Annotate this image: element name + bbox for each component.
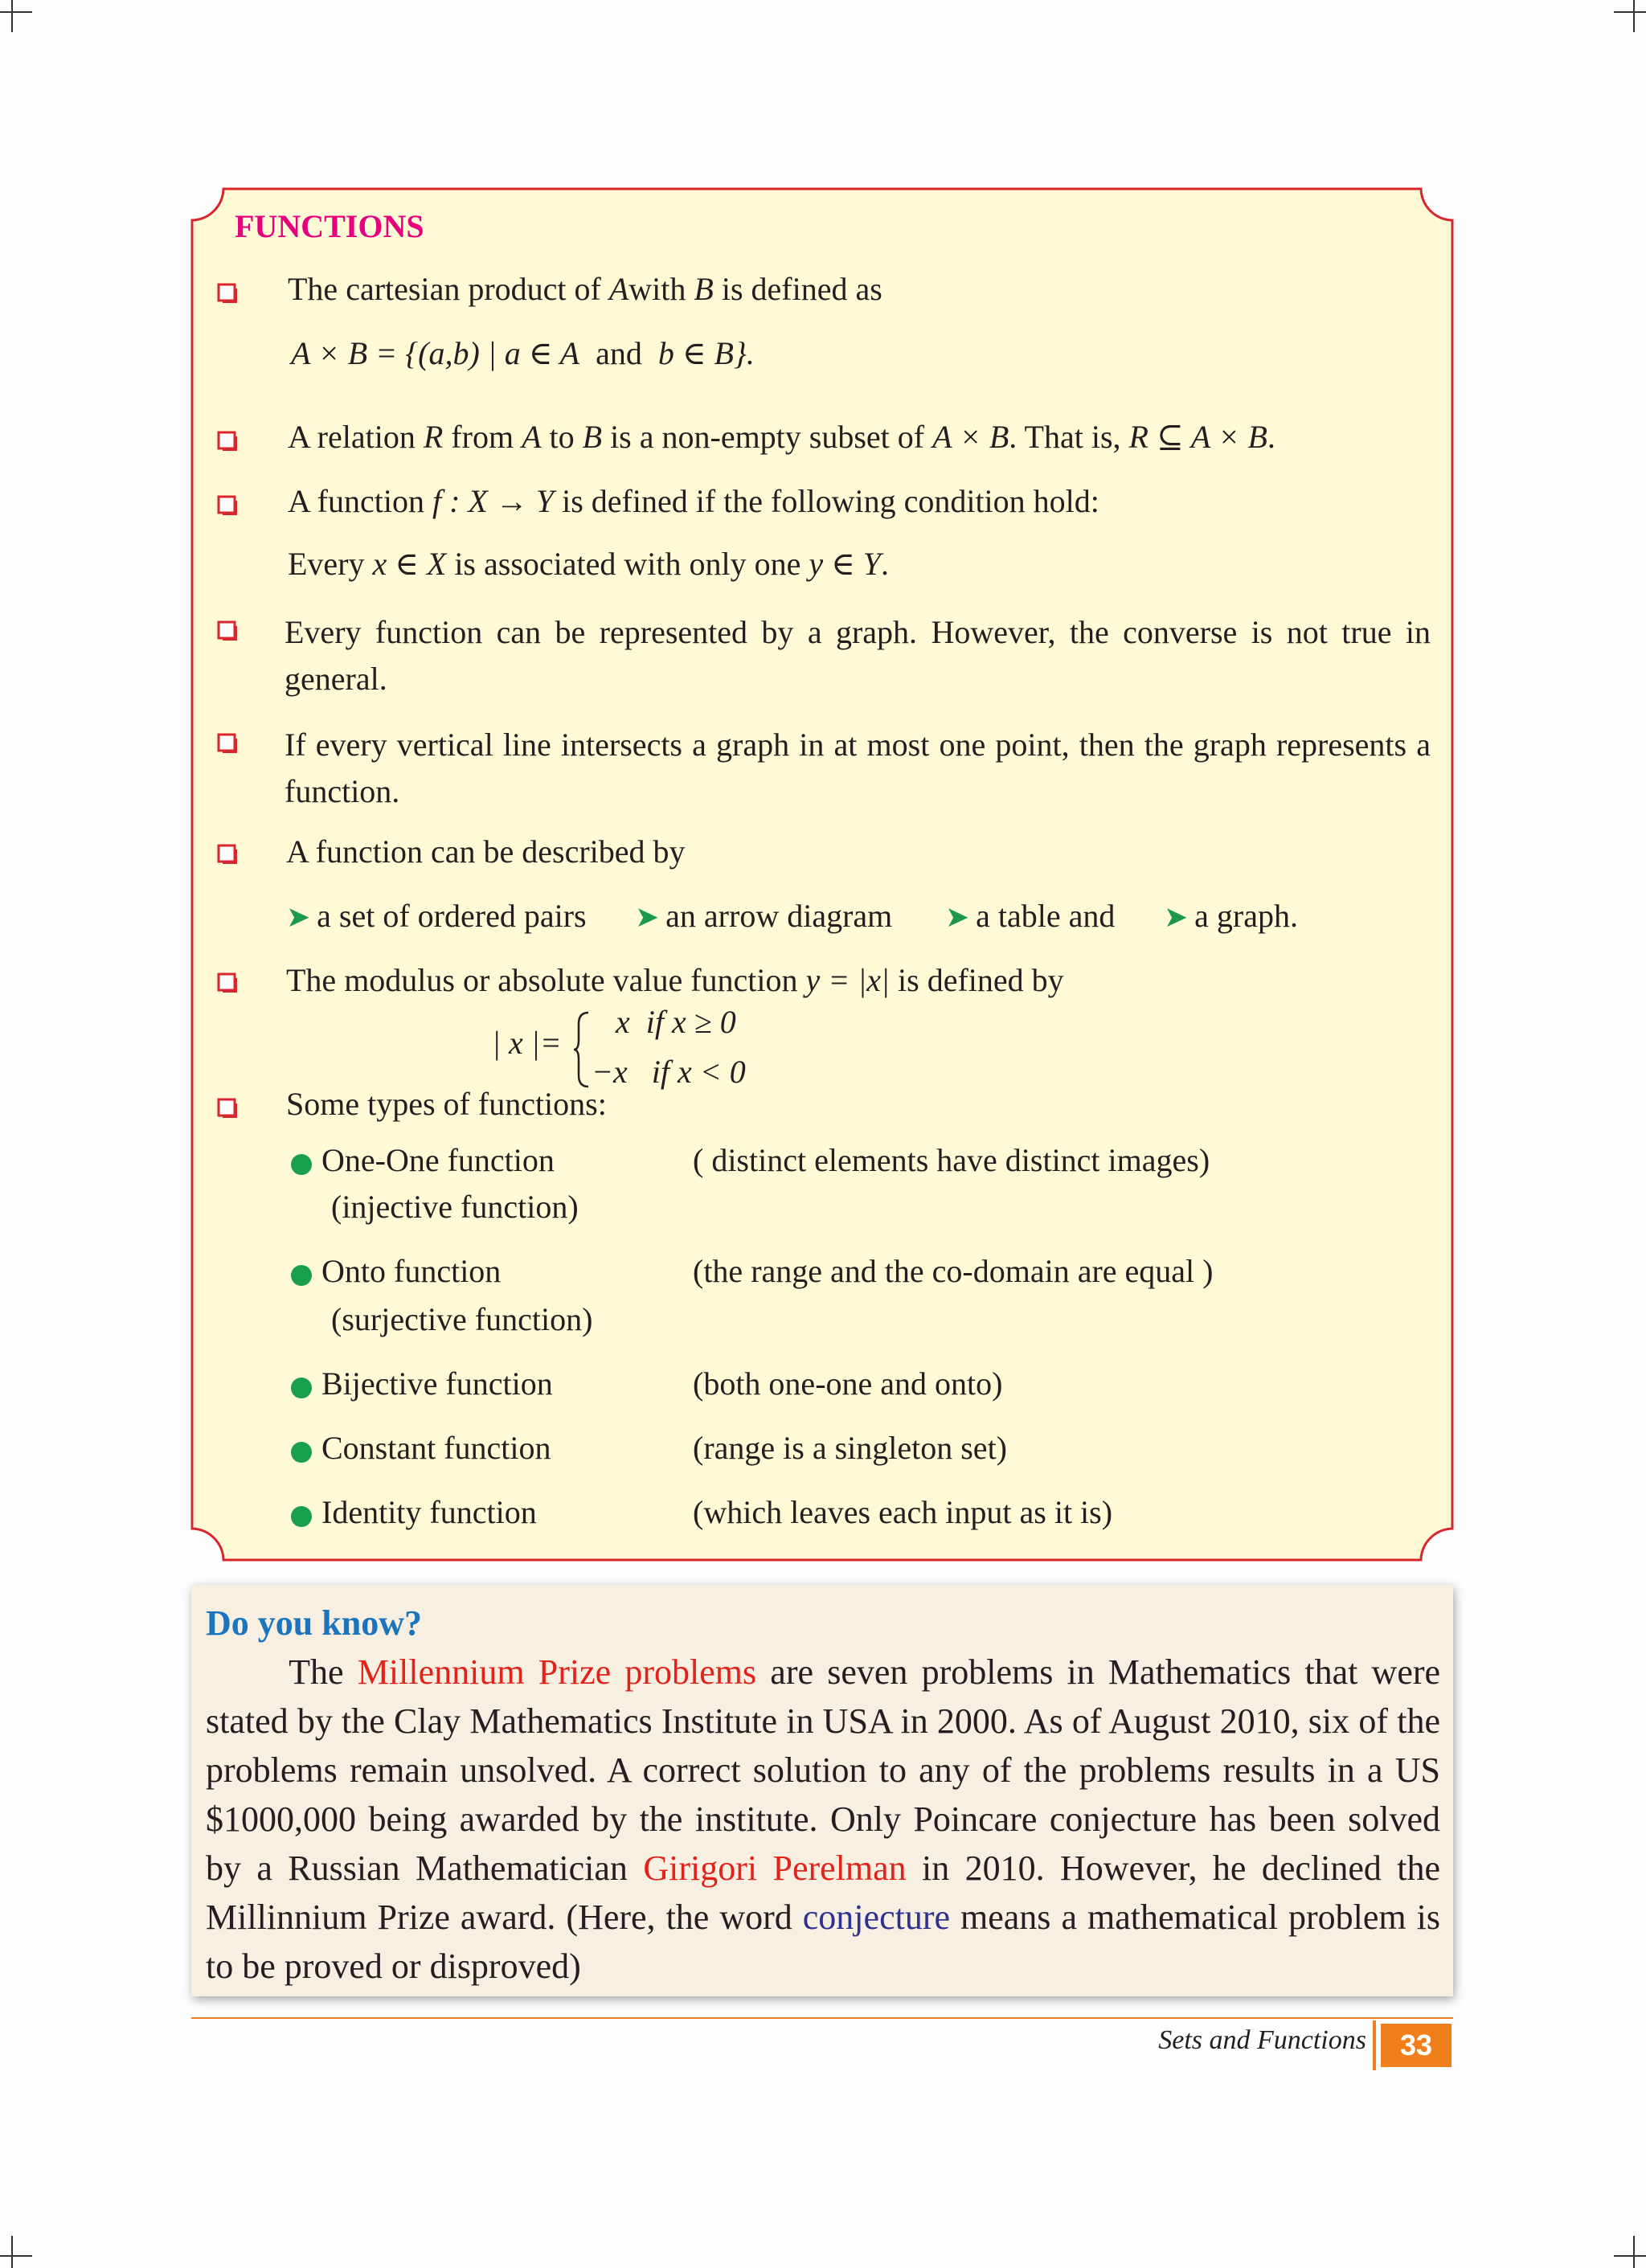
type-alt: (injective function) (331, 1189, 579, 1225)
text: are seven problems in Mathematics that were stated by the Clay Mathematics Institute in USA in 2000. As of August 2010, six of the problems remain unsolved. A correct solution to any of the problems results in a US $1000,000 being awarded by the institute. Only Poincare conjecture has been solved by a Russian Mathematician (206, 1652, 1441, 1888)
math-AxB: A × B (932, 419, 1009, 455)
math-R: R (423, 419, 444, 455)
graph-note: Every function can be represented by a graph. However, the converse is not true in general. (285, 614, 1431, 697)
type-desc: (the range and the co-domain are equal ) (693, 1253, 1214, 1289)
case-value: −x (592, 1054, 628, 1090)
function-def-line-2 (288, 545, 889, 583)
formula-part: b ∈ B}. (657, 335, 755, 371)
text: is defined if the following condition hold: (562, 483, 1099, 519)
curly-brace-icon (572, 1009, 592, 1090)
formula-and: and (596, 335, 642, 371)
arrowhead-icon: ➤ (286, 901, 311, 933)
way-item (286, 897, 587, 935)
type-desc: (both one-one and onto) (693, 1365, 1003, 1402)
math-B: B (694, 271, 714, 307)
arrowhead-icon: ➤ (945, 901, 970, 933)
type-desc: (which leaves each input as it is) (693, 1494, 1113, 1530)
crop-mark-top-right-h (1614, 0, 1646, 13)
text: . That is, (1009, 419, 1121, 455)
cartesian-line (288, 270, 882, 308)
math-y: y ∈ Y (809, 546, 881, 582)
math-abs-x: | x |= (492, 1025, 562, 1061)
relation-line (288, 418, 1275, 456)
checkbox-bullet-icon (217, 1098, 238, 1119)
way-label: a graph. (1194, 898, 1298, 934)
checkbox-bullet-icon (217, 283, 238, 304)
type-name: Bijective function (321, 1365, 553, 1402)
checkbox-bullet-icon (217, 844, 238, 865)
green-dot-icon (291, 1265, 312, 1286)
green-dot-icon (291, 1378, 312, 1398)
type-desc: ( distinct elements have distinct images) (693, 1142, 1210, 1178)
text: with (629, 271, 686, 307)
type-alt: (surjective function) (331, 1301, 593, 1337)
page-number: 33 (1381, 2024, 1452, 2067)
text: to (549, 419, 575, 455)
way-label: a table and (976, 898, 1116, 934)
chapter-title: Sets and Functions (1158, 2025, 1366, 2055)
checkbox-bullet-icon (217, 495, 238, 516)
green-dot-icon (291, 1506, 312, 1527)
crop-mark-bottom-right-h (1614, 2255, 1646, 2268)
case-value: x (616, 1004, 630, 1040)
summary-heading: FUNCTIONS (235, 208, 424, 244)
text: A relation (288, 419, 416, 455)
text: The cartesian product of (288, 271, 601, 307)
perelman-highlight: Girigori Perelman (643, 1848, 907, 1888)
text: from (451, 419, 514, 455)
text: is associated with only one (454, 546, 801, 582)
green-dot-icon (291, 1154, 312, 1175)
text: A function (288, 483, 424, 519)
formula-part: A × B = {(a,b) | a ∈ A (291, 335, 580, 371)
millennium-prize-highlight: Millennium Prize problems (357, 1652, 757, 1692)
checkbox-bullet-icon (217, 620, 238, 641)
checkbox-bullet-icon (217, 733, 238, 754)
text: The (289, 1652, 344, 1692)
case-condition: if x ≥ 0 (645, 1004, 736, 1040)
conjecture-highlight: conjecture (802, 1898, 950, 1937)
cartesian-formula (291, 334, 755, 372)
type-name: Onto function (321, 1253, 502, 1289)
vertical-line-test: If every vertical line intersects a graph in at most one point, then the graph represents a function. (285, 727, 1431, 809)
function-def-line (288, 482, 1099, 520)
described-by: A function can be described by (286, 833, 686, 870)
math-A: A (608, 271, 629, 307)
way-label: an arrow diagram (665, 898, 893, 934)
crop-mark-top-left-h (0, 0, 32, 13)
summary-box (190, 186, 1455, 1562)
math-B: B (582, 419, 603, 455)
type-desc: (range is a singleton set) (693, 1430, 1007, 1466)
modulus-case-1 (616, 1003, 736, 1041)
math-A: A (522, 419, 542, 455)
way-item (1164, 897, 1298, 935)
text: is defined by (898, 962, 1064, 998)
type-name: Identity function (321, 1494, 537, 1530)
math-subset: R ⊆ A × B (1128, 419, 1267, 455)
modulus-case-2 (592, 1053, 746, 1091)
math-x: x ∈ X (372, 546, 447, 582)
text: The modulus or absolute value function (286, 962, 798, 998)
way-label: a set of ordered pairs (317, 898, 587, 934)
summary-box-frame (190, 186, 1455, 1562)
text: means a mathematical problem is to be proved or disproved) (206, 1898, 1440, 1986)
text: Every (288, 546, 365, 582)
arrowhead-icon: ➤ (1164, 901, 1189, 933)
crop-mark-bottom-left-h (0, 2255, 32, 2268)
text: is defined as (721, 271, 882, 307)
text: . (880, 546, 889, 582)
modulus-lhs (492, 1024, 562, 1062)
math-f: f : X → Y (432, 483, 555, 519)
footer-divider (1373, 2020, 1376, 2070)
type-name: One-One function (321, 1142, 555, 1178)
footer-rule (191, 2017, 1453, 2019)
arrowhead-icon: ➤ (635, 901, 660, 933)
text: . (1267, 419, 1275, 455)
green-dot-icon (291, 1442, 312, 1463)
math-modulus: y = |x| (805, 962, 891, 998)
case-condition: if x < 0 (651, 1054, 746, 1090)
checkbox-bullet-icon (217, 431, 238, 452)
text: in 2010. However, he declined the Millinnium Prize award. (Here, the word (206, 1848, 1441, 1937)
type-name: Constant function (321, 1430, 551, 1466)
types-heading: Some types of functions: (286, 1086, 607, 1122)
do-you-know-text (206, 1648, 1440, 1991)
way-item (945, 897, 1115, 935)
way-item (635, 897, 892, 935)
modulus-line (286, 961, 1064, 999)
checkbox-bullet-icon (217, 972, 238, 993)
do-you-know-title: Do you know? (206, 1603, 422, 1643)
text: is a non-empty subset of (610, 419, 925, 455)
